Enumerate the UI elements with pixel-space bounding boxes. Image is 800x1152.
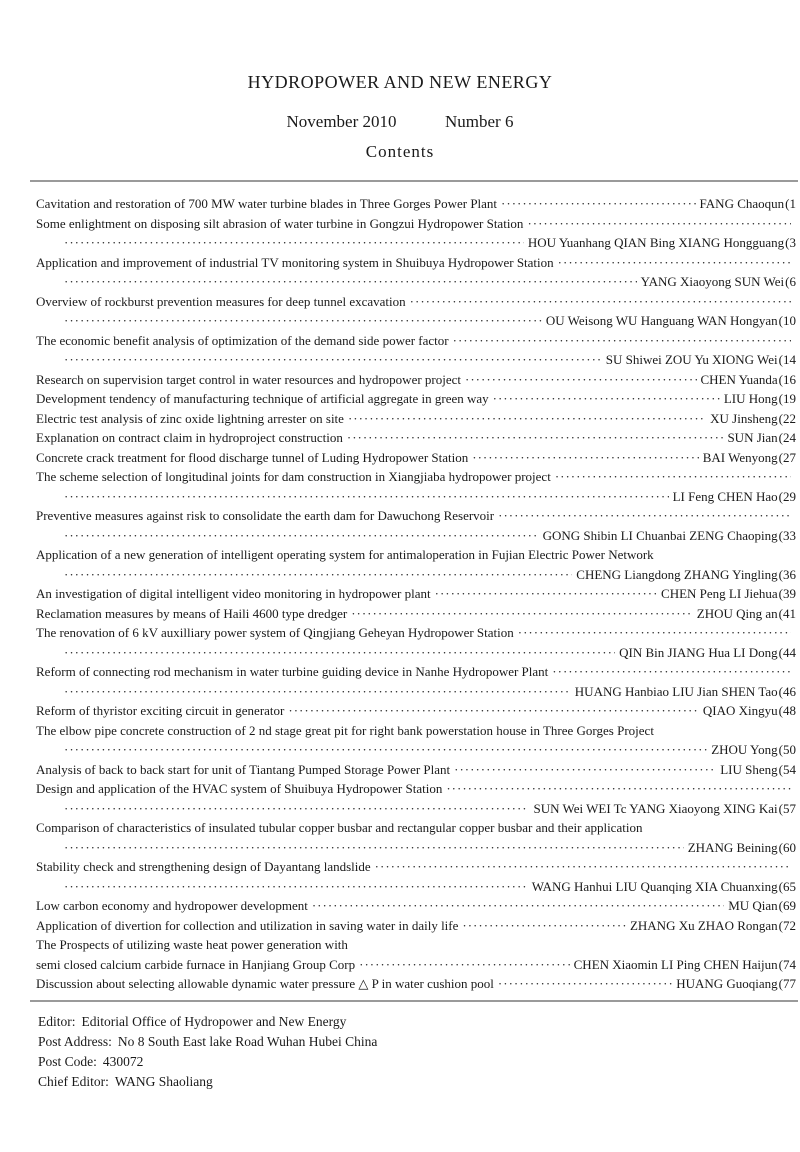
toc-title: Reform of thyristor exciting circuit in generator xyxy=(36,703,285,718)
leader-dots xyxy=(410,292,791,312)
toc-page: (60 xyxy=(778,839,796,855)
toc-page: (46 xyxy=(778,683,796,699)
toc-line xyxy=(36,584,796,604)
toc-line xyxy=(36,662,796,682)
leader-dots xyxy=(312,896,724,916)
leader-dots xyxy=(351,604,693,624)
toc-line xyxy=(36,818,796,838)
toc-line xyxy=(36,448,796,468)
toc-title: Reform of connecting rod mechanism in water turbine guiding device in Nanhe Hydropower Plant xyxy=(36,664,549,679)
toc-line xyxy=(36,740,796,760)
bottom-divider xyxy=(30,1000,798,1002)
issue-number-label: Number xyxy=(445,112,501,131)
toc-line xyxy=(36,350,796,370)
leader-dots xyxy=(465,370,696,390)
toc-line xyxy=(36,214,796,234)
toc-page: (3 xyxy=(785,235,796,250)
toc-authors: LIU Hong xyxy=(723,391,778,406)
toc-authors: HUANG Hanbiao LIU Jian SHEN Tao xyxy=(574,683,778,699)
leader-dots xyxy=(518,623,791,643)
leader-dots xyxy=(501,194,695,214)
toc-line xyxy=(36,955,796,975)
leader-dots xyxy=(462,916,626,936)
toc-line xyxy=(36,545,796,565)
table-of-contents xyxy=(36,194,796,994)
leader-dots xyxy=(498,506,791,526)
leader-dots xyxy=(64,272,637,292)
toc-line xyxy=(36,896,796,916)
toc-line xyxy=(36,701,796,721)
toc-line xyxy=(36,799,796,819)
leader-dots xyxy=(493,389,720,409)
toc-authors: FANG Chaoqun xyxy=(699,196,785,211)
toc-line xyxy=(36,877,796,897)
toc-line xyxy=(36,838,796,858)
contents-heading: Contents xyxy=(365,142,435,161)
toc-title: The scheme selection of longitudinal joints for dam construction in Xiangjiaba hydropower project xyxy=(36,469,551,484)
leader-dots xyxy=(64,740,707,760)
leader-dots xyxy=(64,233,524,253)
toc-page: (41 xyxy=(778,605,796,621)
toc-line xyxy=(36,526,796,546)
toc-line xyxy=(36,565,796,585)
toc-page: (57 xyxy=(778,800,796,816)
issue-year: 2010 xyxy=(362,112,397,131)
toc-line xyxy=(36,409,796,429)
leader-dots xyxy=(64,643,615,663)
toc-authors: BAI Wenyong xyxy=(702,449,778,465)
toc-title: Concrete crack treatment for flood discharge tunnel of Luding Hydropower Station xyxy=(36,449,469,465)
toc-page: (74 xyxy=(778,956,796,972)
chief-editor-label: Chief Editor: xyxy=(38,1074,109,1089)
leader-dots xyxy=(64,799,529,819)
toc-authors: CHEN Yuanda xyxy=(700,371,778,387)
toc-line xyxy=(36,272,796,292)
toc-authors: QIAO Xingyu xyxy=(702,703,778,718)
toc-authors: SUN Jian xyxy=(727,430,778,445)
toc-line xyxy=(36,487,796,507)
toc-title: Application and improvement of industrial TV monitoring system in Shuibuya Hydropower Station xyxy=(36,254,554,270)
toc-title: Overview of rockburst prevention measures for deep tunnel excavation xyxy=(36,293,406,309)
toc-title: Design and application of the HVAC system of Shuibuya Hydropower Station xyxy=(36,781,443,796)
leader-dots xyxy=(453,331,791,351)
toc-authors: CHEN Peng LI Jiehua xyxy=(661,586,778,601)
editorial-footer xyxy=(38,1012,377,1092)
toc-page: (27 xyxy=(778,449,796,465)
toc-authors: ZHOU Qing an xyxy=(696,605,778,621)
chief-editor-value: WANG Shaoliang xyxy=(114,1074,213,1089)
toc-title: Cavitation and restoration of 700 MW water turbine blades in Three Gorges Power Plant xyxy=(36,196,498,211)
leader-dots xyxy=(454,760,716,780)
toc-line xyxy=(36,916,796,936)
leader-dots xyxy=(64,526,539,546)
issue-number: 6 xyxy=(504,112,514,131)
leader-dots xyxy=(472,448,699,468)
toc-authors: QIN Bin JIANG Hua LI Dong xyxy=(619,644,778,660)
leader-dots xyxy=(64,565,572,585)
leader-dots xyxy=(288,701,699,721)
postcode-value: 430072 xyxy=(102,1054,144,1069)
postcode-line xyxy=(38,1052,377,1072)
toc-title: Application of divertion for collection and utilization in saving water in daily life xyxy=(36,917,459,933)
leader-dots xyxy=(552,662,791,682)
toc-authors: SUN Wei WEI Tc YANG Xiaoyong XING Kai xyxy=(533,800,778,816)
toc-title: semi closed calcium carbide furnace in Hanjiang Group Corp xyxy=(36,956,356,972)
toc-page: (16 xyxy=(778,371,796,387)
toc-page: (29 xyxy=(778,488,796,504)
leader-dots xyxy=(435,584,657,604)
issue-month: November xyxy=(286,112,359,131)
toc-authors: CHEN Xiaomin LI Ping CHEN Haijun xyxy=(573,956,778,972)
leader-dots xyxy=(64,838,684,858)
toc-page: (39 xyxy=(778,586,796,601)
toc-title: Development tendency of manufacturing technique of artificial aggregate in green way xyxy=(36,391,489,406)
toc-title: Discussion about selecting allowable dynamic water pressure △ P in water cushion pool xyxy=(36,976,494,991)
leader-dots xyxy=(558,253,791,273)
toc-authors: WANG Hanhui LIU Quanqing XIA Chuanxing xyxy=(531,878,778,894)
toc-title: Electric test analysis of zinc oxide lightning arrester on site xyxy=(36,410,344,426)
toc-authors: ZHOU Yong xyxy=(711,742,778,757)
toc-page: (65 xyxy=(778,878,796,894)
toc-page: (10 xyxy=(778,313,796,328)
toc-title: Application of a new generation of intelligent operating system for antimaloperation in Fujian Electric Power Network xyxy=(36,547,654,562)
toc-authors: OU Weisong WU Hanguang WAN Hongyan xyxy=(545,313,778,328)
toc-authors: GONG Shibin LI Chuanbai ZENG Chaoping xyxy=(542,527,778,543)
toc-line xyxy=(36,643,796,663)
editor-line xyxy=(38,1012,377,1032)
toc-line xyxy=(36,623,796,643)
top-divider xyxy=(30,180,798,182)
leader-dots xyxy=(64,311,542,331)
toc-authors: CHENG Liangdong ZHANG Yingling xyxy=(576,566,778,582)
toc-line xyxy=(36,857,796,877)
toc-title: An investigation of digital intelligent video monitoring in hydropower plant xyxy=(36,586,431,601)
toc-title: Reclamation measures by means of Haili 4600 type dredger xyxy=(36,605,348,621)
toc-page: (50 xyxy=(778,742,796,757)
toc-page: (69 xyxy=(778,898,796,913)
toc-authors: SU Shiwei ZOU Yu XIONG Wei xyxy=(605,352,778,367)
toc-line xyxy=(36,194,796,214)
toc-line xyxy=(36,428,796,448)
toc-page: (54 xyxy=(778,761,796,777)
editor-label: Editor: xyxy=(38,1014,76,1029)
toc-page: (36 xyxy=(778,566,796,582)
toc-authors: ZHANG Beining xyxy=(687,839,778,855)
toc-line xyxy=(36,721,796,741)
leader-dots xyxy=(498,974,672,994)
leader-dots xyxy=(348,409,706,429)
toc-page: (1 xyxy=(785,196,796,211)
toc-page: (72 xyxy=(778,917,796,933)
leader-dots xyxy=(555,467,791,487)
toc-line xyxy=(36,233,796,253)
toc-page: (14 xyxy=(778,352,796,367)
toc-title: Low carbon economy and hydropower development xyxy=(36,898,308,913)
address-label: Post Address: xyxy=(38,1034,112,1049)
toc-title: Some enlightment on disposing silt abrasion of water turbine in Gongzui Hydropower Station xyxy=(36,215,524,231)
address-value: No 8 South East lake Road Wuhan Hubei China xyxy=(117,1034,378,1049)
toc-line xyxy=(36,331,796,351)
toc-line xyxy=(36,604,796,624)
toc-line xyxy=(36,311,796,331)
toc-authors: HUANG Guoqiang xyxy=(676,976,778,991)
toc-line xyxy=(36,370,796,390)
toc-page: (48 xyxy=(778,703,796,718)
toc-title: The economic benefit analysis of optimization of the demand side power factor xyxy=(36,332,449,348)
toc-title: Analysis of back to back start for unit of Tiantang Pumped Storage Power Plant xyxy=(36,761,451,777)
toc-title: Preventive measures against risk to consolidate the earth dam for Dawuchong Reservoir xyxy=(36,508,495,523)
toc-line xyxy=(36,974,796,994)
toc-authors: LI Feng CHEN Hao xyxy=(672,488,778,504)
toc-title: Stability check and strengthening design of Dayantang landslide xyxy=(36,859,371,874)
toc-page: (24 xyxy=(778,430,796,445)
issue-line xyxy=(0,112,800,132)
toc-title: Explanation on contract claim in hydroproject construction xyxy=(36,430,343,445)
toc-title: Research on supervision target control in water resources and hydropower project xyxy=(36,371,462,387)
toc-authors: ZHANG Xu ZHAO Rongan xyxy=(629,917,778,933)
toc-authors: LIU Sheng xyxy=(720,761,778,777)
toc-line xyxy=(36,779,796,799)
toc-line xyxy=(36,935,796,955)
postcode-label: Post Code: xyxy=(38,1054,97,1069)
leader-dots xyxy=(446,779,791,799)
leader-dots xyxy=(527,214,791,234)
toc-page: (33 xyxy=(778,527,796,543)
toc-title: The elbow pipe concrete construction of 2 nd stage great pit for right bank powerstation house in Three Gorges Project xyxy=(36,722,654,738)
leader-dots xyxy=(64,877,528,897)
toc-line xyxy=(36,389,796,409)
journal-title: HYDROPOWER AND NEW ENERGY xyxy=(247,72,553,92)
toc-title: The renovation of 6 kV auxilliary power system of Qingjiang Geheyan Hydropower Station xyxy=(36,625,514,640)
leader-dots xyxy=(64,487,669,507)
leader-dots xyxy=(359,955,570,975)
leader-dots xyxy=(64,350,602,370)
toc-line xyxy=(36,506,796,526)
toc-authors: XU Jinsheng xyxy=(710,410,778,426)
toc-page: (77 xyxy=(778,976,796,991)
toc-page: (44 xyxy=(778,644,796,660)
toc-page: (22 xyxy=(778,410,796,426)
toc-line xyxy=(36,292,796,312)
leader-dots xyxy=(347,428,724,448)
toc-authors: YANG Xiaoyong SUN Wei xyxy=(640,274,785,289)
toc-authors: HOU Yuanhang QIAN Bing XIANG Hongguang xyxy=(527,235,785,250)
address-line xyxy=(38,1032,377,1052)
leader-dots xyxy=(64,682,571,702)
toc-authors: MU Qian xyxy=(728,898,778,913)
toc-title: Comparison of characteristics of insulated tubular copper busbar and rectangular copper busbar and their application xyxy=(36,820,643,835)
toc-line xyxy=(36,253,796,273)
leader-dots xyxy=(375,857,791,877)
chief-editor-line xyxy=(38,1072,377,1092)
toc-page: (6 xyxy=(785,274,796,289)
toc-line xyxy=(36,682,796,702)
editor-value: Editorial Office of Hydropower and New Energy xyxy=(81,1014,347,1029)
toc-line xyxy=(36,760,796,780)
toc-page: (19 xyxy=(778,391,796,406)
toc-line xyxy=(36,467,796,487)
toc-title: The Prospects of utilizing waste heat power generation with xyxy=(36,937,348,952)
